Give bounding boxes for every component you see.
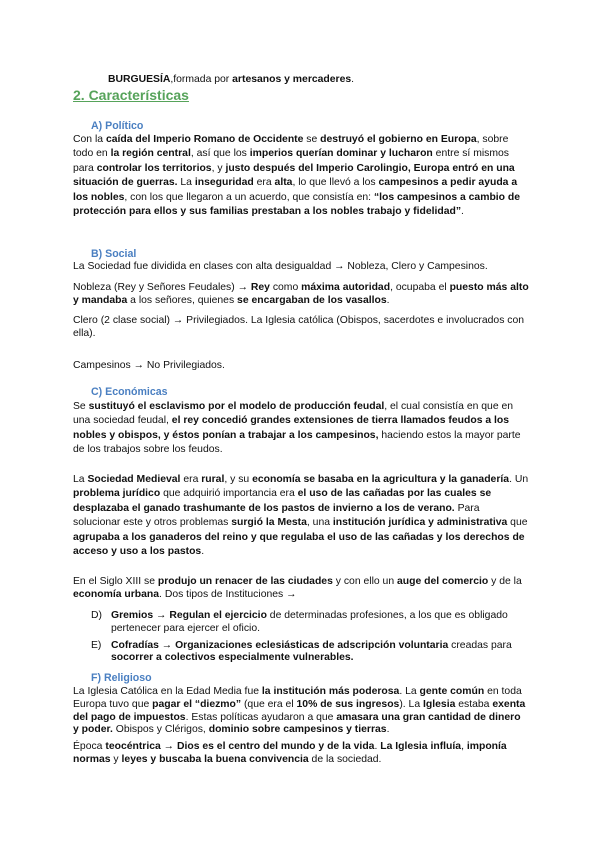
bold-run: Iglesia [423,698,456,710]
bold-run: justo después del Imperio Carolingio, Europa entró en una situación de guerras. [73,162,515,189]
text-run: . Un [509,474,529,485]
text-run: y de la [488,576,522,587]
text-run: como [269,282,302,293]
economicas-paragraph-2 [73,473,529,559]
social-paragraph-2 [73,282,529,308]
text-run: a los señores, quienes [127,294,238,306]
bold-run: alta [274,177,293,189]
text-run: Con la [73,134,106,145]
text-run: Campesinos → No Privilegiados. [73,360,225,371]
text-run: , [461,741,467,752]
bold-run: exenta del pago de impuestos [73,698,526,723]
bold-run: institución jurídica y administrativa [332,517,508,529]
religioso-paragraph-2 [73,741,529,767]
text-run: que [507,517,528,529]
text-run: Se [73,401,89,412]
text-run: (que era el [241,698,297,710]
text-run: . [386,724,390,736]
bold-run: destruyó el gobierno en Europa [320,134,477,145]
social-paragraph-3 [73,315,529,341]
text-run: , lo que llevó a los [292,177,379,189]
intro-text-2: . [351,74,355,85]
bold-run: imperios querían dominar y lucharon [249,148,433,160]
bold-run: la región central [110,148,191,160]
bold-run: auge del comercio [397,576,489,587]
bold-run: agrupaba a los ganaderos del reino y que regulaba el uso de las cañadas y los derechos de acceso y uso a los pastos [73,531,525,558]
bold-run: 10% de sus ingresos [296,698,400,710]
list-item-text [111,640,512,664]
list-item-gremios [91,610,531,636]
text-run: . Dos tipos de Instituciones → [159,588,297,600]
politico-title: A) Político [91,120,144,132]
text-run: haciendo estos la mayor parte de los trabajos sobre los feudos. [73,429,521,456]
bold-run: gente común [419,686,485,697]
bold-run: dominio sobre campesinos y tierras [208,724,387,736]
text-run: Obispos y Clérigos, [112,724,209,736]
bold-run: leyes y buscaba la buena convivencia [121,753,309,765]
bold-run: Sociedad Medieval [87,474,181,485]
text-run: . [461,206,464,218]
text-run: estaba [455,698,493,710]
religioso-title: F) Religioso [91,672,152,684]
text-run: . La [399,686,420,697]
text-run: ). La [399,698,424,710]
intro-text-1: ,formada por [170,74,233,85]
text-run: La Sociedad fue dividida en clases con alta desigualdad → Nobleza, Clero y Campesinos. [73,261,488,272]
text-run: En el Siglo XIII se [73,576,158,587]
text-run: entre sí mismos para [73,148,509,174]
text-run: La [73,474,88,485]
bold-run: surgió la Mesta [231,517,307,529]
section-heading: 2. Características [73,87,189,103]
social-title: B) Social [91,248,137,260]
text-run: . [201,546,205,558]
text-run: , el cual consistía en que en una sociedad feudal, [73,401,514,427]
bold-run: pagar el “diezmo” [152,698,242,710]
text-run: , y [211,162,226,174]
list-item-cofradias [91,640,531,666]
economicas-paragraph-3 [73,576,529,602]
religioso-paragraph-1 [73,686,529,737]
bold-run: economía urbana [73,588,160,600]
text-run: de determinadas profesiones, a los que es obligado pertenecer para ejercer el oficio. [111,610,508,634]
list-marker: E) [91,639,102,651]
text-run: . [374,741,381,752]
text-run: de la sociedad. [308,753,382,765]
bold-run: el rey concedió grandes extensiones de tierra llamados feudos a los nobles y obispos, y éstos ponían a trabajar a los campesinos, [73,415,510,441]
text-run: en toda Europa tuvo que [73,686,522,710]
text-run: , y su [224,474,253,485]
intro-line [108,73,564,87]
bold-run: “los campesinos a cambio de protección para ellos y sus familias prestaban a los nobles trabajo y fidelidad” [73,191,521,218]
text-run: creadas para [448,639,512,651]
bold-run: imponía normas [73,741,507,765]
bold-run: máxima autoridad [301,282,391,293]
economicas-title: C) Económicas [91,386,168,398]
intro-bold-2: artesanos y mercaderes [232,74,352,85]
social-paragraph-1 [73,260,529,274]
text-run: y con ello un [332,576,397,587]
text-run: Nobleza (Rey y Señores Feudales) → [73,282,251,293]
text-run: que adquirió importancia era [160,488,298,500]
text-run: , sobre todo en [73,134,509,160]
list-item-text [111,610,508,634]
text-run: . [386,294,390,306]
economicas-paragraph-1 [73,400,529,458]
text-run: La [177,177,195,189]
bold-run: produjo un renacer de las ciudades [157,576,333,587]
bold-run: Rey [250,282,270,293]
institutions-list [91,610,531,669]
text-run: La Iglesia Católica en la Edad Media fue [73,686,262,697]
social-paragraph-4 [73,359,529,373]
bold-run: rural [201,474,225,485]
bold-run: caída del Imperio Romano de Occidente [105,134,304,145]
bold-run: La Iglesia influía [380,741,462,752]
text-run: era [253,177,275,189]
bold-run: controlar los territorios [96,162,212,174]
list-marker: D) [91,610,102,621]
text-run: , con los que llegaron a un acuerdo, que consistía en: [124,191,374,203]
text-run: se [303,134,321,145]
bold-run: puesto más alto y mandaba [73,282,529,306]
text-run: Época [73,741,106,752]
text-run: , ocupaba el [390,282,450,293]
bold-run: economía se basaba en la agricultura y la ganadería [252,474,510,485]
bold-run: teocéntrica → Dios es el centro del mundo y de la vida [105,741,375,752]
bold-run: sustituyó el esclavismo por el modelo de producción feudal [88,401,385,412]
bold-run: inseguridad [194,177,254,189]
bold-run: campesinos a pedir ayuda a los nobles [73,177,518,203]
text-run: era [180,474,202,485]
bold-run: la institución más poderosa [261,686,400,697]
text-run: Clero (2 clase social) → Privilegiados. La Iglesia católica (Obispos, sacerdotes e involucrados con ella). [73,315,525,339]
text-run: Para solucionar este y otros problemas [73,502,480,529]
text-run: y [110,753,122,765]
bold-run: se encargaban de los vasallos [237,294,387,306]
bold-run: Gremios → Regulan el ejercicio [111,610,267,621]
politico-paragraph [73,133,529,219]
bold-run: problema jurídico [73,488,161,500]
text-run: , así que los [190,148,250,160]
intro-bold-1: BURGUESÍA [108,74,171,85]
text-run: , una [306,517,333,529]
bold-run: socorrer a colectivos especialmente vulnerables. [111,652,354,664]
bold-run: amasara una gran cantidad de dinero y poder. [73,711,521,736]
text-run: . Estas políticas ayudaron a que [185,711,337,723]
bold-run: Cofradías → Organizaciones eclesiásticas de adscripción voluntaria [111,639,449,651]
bold-run: el uso de las cañadas por las cuales se desplazaba el ganado trashumante de los pastos de invierno a los de verano. [73,488,492,514]
